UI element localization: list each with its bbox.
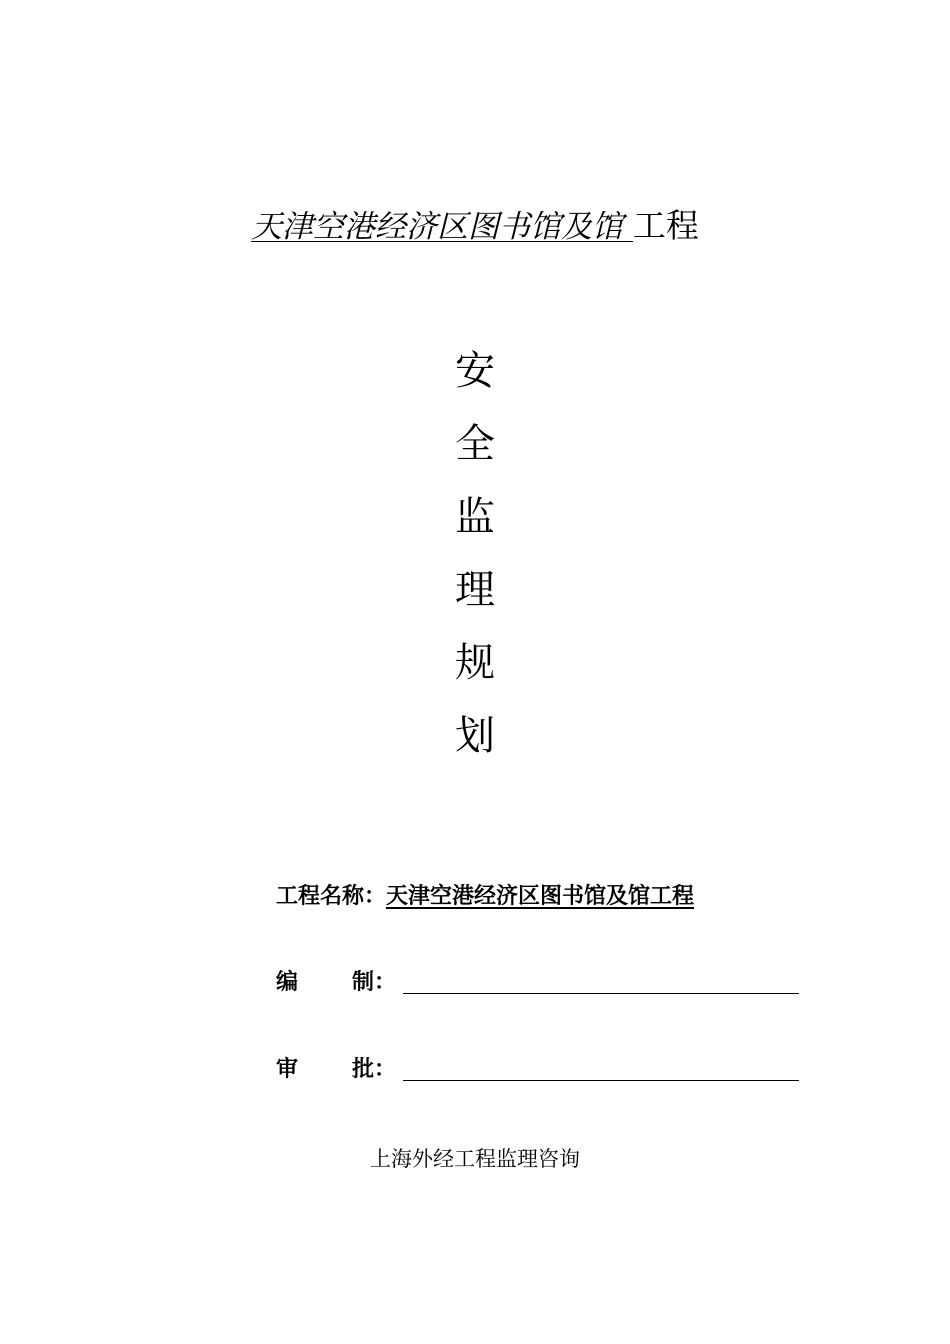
title-char: 理 [455, 567, 495, 613]
project-name-row [276, 882, 694, 912]
document-title [425, 335, 525, 773]
compile-label-first: 编 [276, 970, 299, 995]
approve-label-second: 批： [352, 1057, 397, 1082]
title-char: 监 [455, 494, 495, 540]
header-suffix: 工程 [632, 206, 699, 245]
cover-header [0, 200, 950, 247]
approve-blank-line [403, 1080, 799, 1081]
header-underline-space [623, 209, 633, 245]
project-name-label: 工程名称： [276, 884, 387, 909]
approve-row [276, 1055, 397, 1085]
approve-label [276, 1055, 397, 1085]
project-name-value: 天津空港经济区图书馆及馆工程 [386, 884, 695, 909]
approve-label-first: 审 [276, 1057, 299, 1082]
title-char: 全 [455, 421, 495, 467]
title-char: 规 [455, 640, 495, 686]
title-char: 划 [455, 713, 495, 759]
compile-row [276, 968, 397, 998]
compile-label [276, 968, 397, 998]
title-char: 安 [455, 348, 495, 394]
compile-blank-line [403, 993, 799, 994]
header-project-name: 天津空港经济区图书馆及馆 [251, 209, 624, 245]
compile-label-second: 制： [352, 970, 397, 995]
company-name: 上海外经工程监理咨询 [370, 1147, 580, 1171]
